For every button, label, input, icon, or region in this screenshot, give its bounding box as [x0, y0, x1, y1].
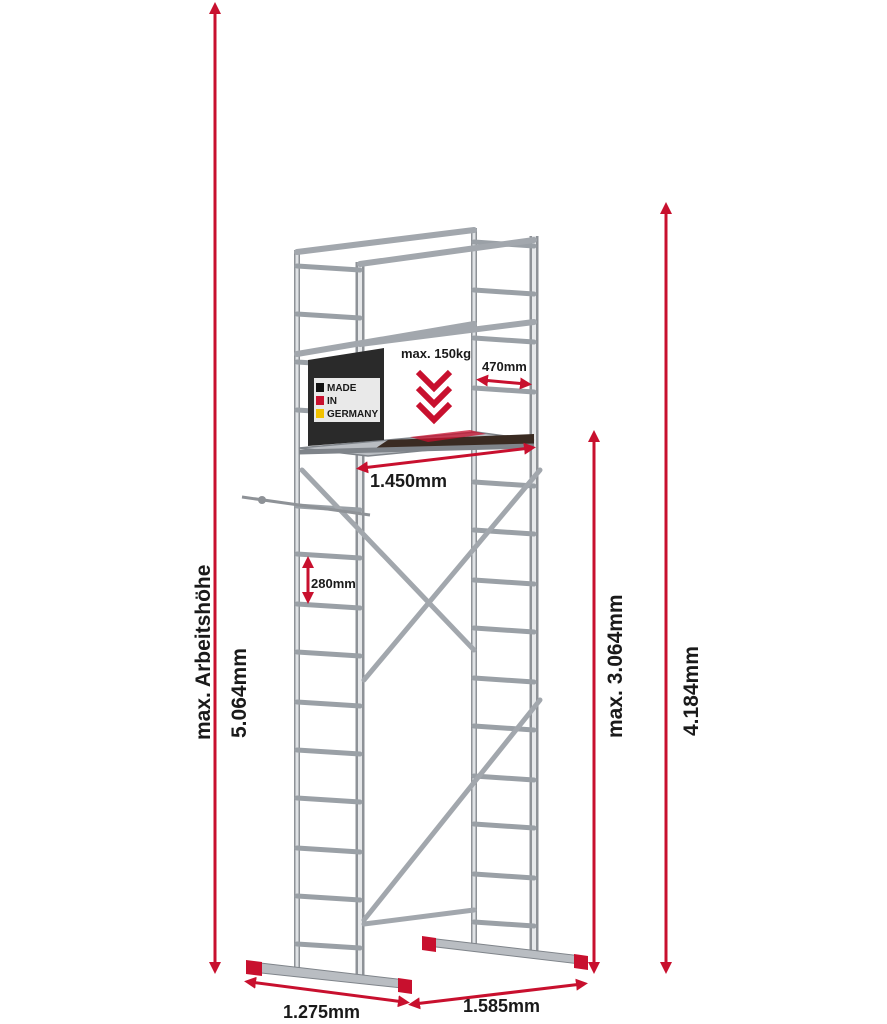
working-height-title: max. Arbeitshöhe	[192, 564, 215, 740]
stabilizer-arm	[242, 496, 370, 515]
max-load-label: max. 150kg	[401, 346, 472, 361]
base-right-value: 1.585mm	[463, 996, 541, 1016]
base-left-value: 1.275mm	[283, 1002, 361, 1022]
guardrail-spacing-arrow	[482, 380, 526, 384]
guardrail-spacing-value: 470mm	[482, 359, 527, 374]
dimension-arrows	[215, 8, 666, 1004]
badge-line-2: IN	[327, 396, 337, 407]
flag-black	[316, 383, 324, 392]
platform-length-value: 1.450mm	[370, 471, 448, 491]
base-left	[246, 960, 412, 994]
load-chevrons-icon	[418, 372, 450, 420]
badge-line-1: MADE	[327, 383, 357, 394]
made-in-germany-board	[308, 348, 384, 446]
cross-braces	[302, 470, 540, 924]
right-frame-rungs	[474, 242, 534, 926]
flag-gold	[316, 409, 324, 418]
flag-red	[316, 396, 324, 405]
working-height-value: 5.064mm	[228, 648, 251, 738]
scaffold-frame	[242, 228, 588, 994]
base-right	[422, 936, 588, 970]
platform-height-value: max. 3.064mm	[604, 594, 627, 738]
badge-line-3: GERMANY	[327, 409, 379, 420]
rung-spacing-value: 280mm	[311, 576, 356, 591]
total-height-value: 4.184mm	[680, 646, 703, 736]
